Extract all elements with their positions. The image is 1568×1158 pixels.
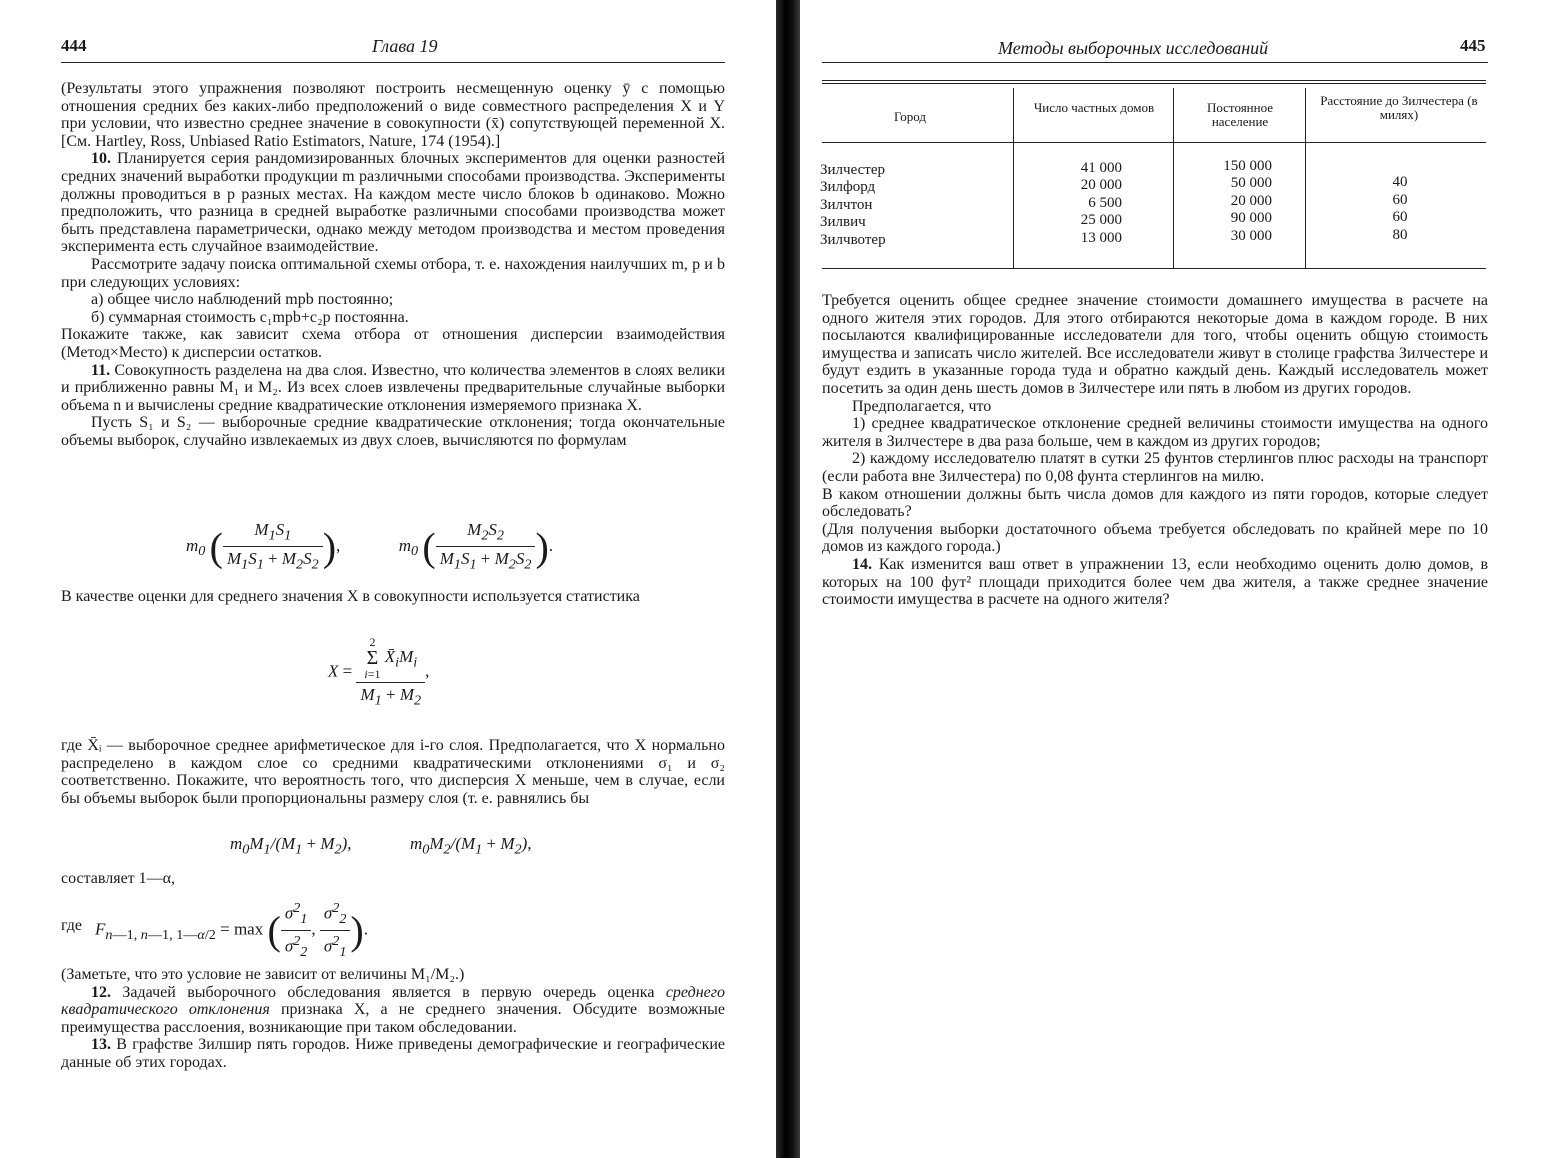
- table-cell: Зилфорд: [820, 179, 876, 196]
- table-header-distance: Расстояние до Зилчестера (в милях): [1320, 93, 1478, 122]
- table-cell: 150 000: [1223, 158, 1272, 174]
- table-cell: 20 000: [1230, 192, 1272, 209]
- assumption-2: 2) каждому исследователю платят в сутки 25 фунтов стерлингов плюс расходы на транспорт (если работа вне Зилчестера) по 0,08 фунта стерлингов на милю.: [822, 450, 1488, 485]
- table-col-city: [820, 162, 1000, 249]
- table-col-houses: [1036, 160, 1122, 247]
- condition-a: а) общее число наблюдений mpb постоянно;: [91, 291, 394, 309]
- table-cell: 60: [1392, 209, 1408, 226]
- table-cell: 90 000: [1230, 210, 1272, 227]
- exercise-10: [61, 150, 725, 256]
- formula-mean-estimate: X = 2 Σ i=1 $X̄_iM_i$ $M_1 + M_2$ ,: [328, 635, 430, 709]
- exercise-number: 11.: [91, 361, 111, 379]
- table-cell: 6 500: [1088, 194, 1122, 211]
- paragraph-assume: Предполагается, что: [852, 397, 992, 415]
- table-header-population: Постоянное население: [1206, 100, 1274, 129]
- left-text-bottom: [61, 966, 725, 1072]
- condition-b: б) суммарная стоимость c₁mpb+c₂p постоянна.: [91, 308, 409, 326]
- table-bottom-rule: [822, 268, 1486, 269]
- exercise-text: Как изменится ваш ответ в упражнении 13, если необходимо оценить долю домов, в которых на 100 фут² площади приходится более чем два жителя, а также среднее значение стоимости имущества в расчете на одного жителя?: [822, 555, 1488, 609]
- right-running-title: Методы выборочных исследований: [998, 38, 1269, 58]
- paragraph-show: Покажите также, как зависит схема отбора от отношения дисперсии взаимодействия (Метод×Место) к дисперсии остатков.: [61, 326, 725, 361]
- left-header-rule: [61, 62, 725, 63]
- exercise-text: Совокупность разделена на два слоя. Известно, что количества элементов в слоях велики и приближенно равны M₁ и M₂. Из всех слоев извлечены предварительные случайные выборки объема n и вычислены средние квадратические отклонения измеряемого признака X.: [61, 361, 726, 414]
- table-cell: 13 000: [1080, 229, 1122, 246]
- exercise-number: 12.: [91, 983, 111, 1001]
- exercise-number: 10.: [91, 150, 111, 168]
- table-cell: 60: [1392, 191, 1408, 208]
- table-cell: Зилвич: [820, 214, 866, 231]
- exercise-14: [822, 556, 1488, 609]
- paragraph-task: Требуется оценить общее среднее значение стоимости домашнего имущества в расчете на одного жителя этих городов. Для этого отбираются некоторые дома в каждом городе. В них посылаются квалифицированные исследователи для того, чтобы оценить общую стоимость имущества и записать число жителей. Все исследователи живут в столице графства Зилчестере и будут ездить в указанные города туда и обратно каждый день. Каждый исследователь может посетить за один день шесть домов в Зилчестере или пять в любом из других городов.: [822, 292, 1488, 397]
- paragraph-ratio-question: В каком отношении должны быть числа домов для каждого из пяти городов, которые следует обследовать?: [822, 485, 1488, 521]
- formula-f-ratio: $F_{n—1, n—1, 1—\alpha/2} = \max$ ( $\frac{\sigma^2_1}{\sigma^2_2}$ , $\frac{\sigma^2_2}{\sigma^2_1}$ ).: [95, 900, 368, 961]
- paragraph-equals: составляет 1—α,: [61, 870, 176, 887]
- table-cell: Зилчестер: [820, 162, 885, 178]
- right-header-rule: [822, 62, 1488, 63]
- table-cell: 41 000: [1080, 160, 1122, 176]
- table-cell: 80: [1392, 226, 1408, 243]
- table-cell: Зилчвотер: [820, 231, 886, 248]
- exercise-11: [61, 362, 725, 415]
- table-col-divider: [1013, 88, 1014, 268]
- table-header-rule: [822, 142, 1486, 143]
- left-running-title: Глава 19: [372, 36, 438, 56]
- paragraph-ratio-note: (Результаты этого упражнения позволяют построить несмещенную оценку ȳ с помощью отношения средних без каких-либо предположений о виде совместного распределения X и Y при условии, что известно среднее значение в совокупности (x̄) сопутствующей переменной X. [См. Hartley, Ross, Unbiased Ratio Estimators, Nature, 174 (1954).]: [61, 80, 725, 150]
- left-page-number: 444: [61, 36, 87, 55]
- table-cell: 30 000: [1230, 227, 1272, 244]
- left-page: [0, 0, 780, 1158]
- book-spine: [776, 0, 800, 1158]
- table-col-divider: [1305, 88, 1306, 268]
- table-col-population: [1188, 158, 1272, 245]
- exercise-text: признака X, а не среднего значения. Обсудите возможные преимущества расслоения, возникающие при таком обследовании.: [61, 1001, 726, 1036]
- paragraph-where: где X̄ᵢ — выборочное среднее арифметическое для i-го слоя. Предполагается, что X нормально распределено в каждом слое со средними квадратическими отклонениями σ₁ и σ₂ соответственно. Покажите, что вероятность того, что дисперсия X меньше, чем в случае, если бы объемы выборок были пропорциональны размеру слоя (т. е. равнялись бы: [61, 737, 725, 807]
- table-cell: 50 000: [1230, 175, 1272, 192]
- formula-proportional: $m_0M_1/(M_1 + M_2)$, $m_0M_2/(M_1 + M_2)$,: [230, 834, 532, 858]
- paragraph-sample-note: (Для получения выборки достаточного объема требуется обследовать по крайней мере по 10 домов из каждого города.): [822, 520, 1488, 556]
- exercise-text: В графстве Зилшир пять городов. Ниже приведены демографические и географические данные об этих городах.: [61, 1036, 726, 1071]
- exercise-number: 14.: [852, 555, 872, 573]
- right-page-number: 445: [1460, 36, 1486, 55]
- table-header-city: Город: [893, 109, 927, 124]
- left-text-top: [61, 80, 725, 449]
- table-cell: Зилчтон: [820, 196, 873, 213]
- paragraph-let: Пусть S₁ и S₂ — выборочные средние квадратические отклонения; тогда окончательные объемы выборок, случайно извлекаемых из двух слоев, вычисляются по формулам: [61, 414, 725, 449]
- exercise-text: Задачей выборочного обследования является в первую очередь оценка: [122, 983, 655, 1001]
- paragraph-consider: Рассмотрите задачу поиска оптимальной схемы отбора, т. е. нахождения наилучших m, p и b при следующих условиях:: [61, 255, 725, 291]
- table-top-rule: [822, 80, 1486, 81]
- exercise-12: [61, 984, 725, 1037]
- table-cell: 20 000: [1080, 177, 1122, 194]
- table-col-distance: [1380, 157, 1420, 244]
- table-header-houses: Число частных домов: [1033, 100, 1155, 115]
- assumption-1: 1) среднее квадратическое отклонение средней величины стоимости имущества на одного жителя в Зилчестере в два раза больше, чем в каждом из других городов;: [822, 415, 1488, 450]
- paragraph-estimate: В качестве оценки для среднего значения X в совокупности используется статистика: [61, 588, 640, 605]
- exercise-text-italic: среднего квадратического отклонения: [61, 983, 725, 1019]
- paragraph-note: (Заметьте, что это условие не зависит от величины M₁/M₂.): [61, 966, 465, 983]
- right-page: [800, 0, 1568, 1158]
- exercise-text: Планируется серия рандомизированных блочных экспериментов для оценки разностей средних значений выработки продукции m различными способами производства. Эксперименты должны проводиться в p разных местах. На каждом месте число блоков b одинаково. Можно предположить, что разница в средней выработке различными способами производства может быть представлена параметрически, однако между методом производства и местом проведения эксперимента есть случайное взаимодействие.: [61, 150, 726, 256]
- where-label: где: [61, 917, 83, 934]
- exercise-number: 13.: [91, 1036, 111, 1054]
- table-col-divider: [1173, 88, 1174, 268]
- table-cell: [1380, 157, 1420, 174]
- table-cell: 25 000: [1080, 212, 1122, 229]
- right-text: [822, 292, 1488, 609]
- exercise-13: [61, 1036, 725, 1071]
- table-cell: 40: [1392, 174, 1408, 191]
- formula-sample-sizes: $m_0$ ( $\frac{M_1S_1}{M_1S_1 + M_2S_2}$ ), $m_0$ ( $\frac{M_2S_2}{M_1S_1 + M_2S_2}$ ).: [186, 520, 554, 573]
- table-top-rule-2: [822, 83, 1486, 84]
